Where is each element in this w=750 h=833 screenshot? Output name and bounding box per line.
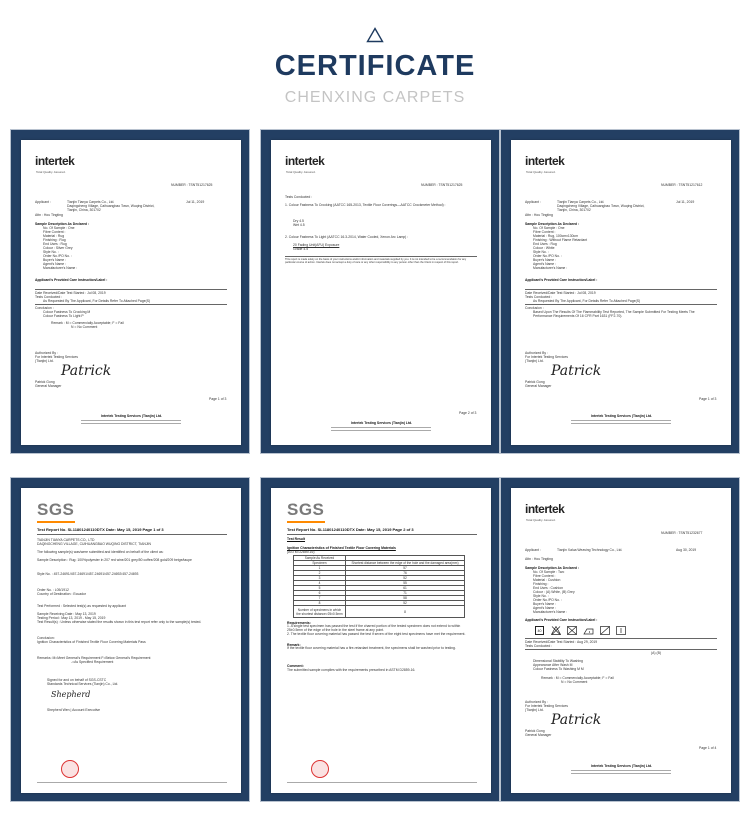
certificate-document: intertek Total Quality. Assured. NUMBER : TSNT51217625 Applicant : Tianjin Tianya Carpets Co., Ltd. Jul 11, 2019 Daqingcheng Village, Caihuangbao Town, Wuqing District, Tianjin, China, 301702 Attn : Hou Tingting Sample Description As Declared : No. Of Sample : One Fibre Content : Material : Rug Finishing : Rug End Uses : Rug Colour : Silver Grey Style No. : Order No./PO No. : Buyer's Name : Agent's Name : Manufacturer's Name : Applicant's Provided Care Instruction/Label : Date Received/Date Test Started : Jul 08, 2019 Tests Conducted : As Requested By The Applicant, For Details Refer To Attached Page(S) Conclusion : Colour Fastness To Crocking M Colour Fastness To Light P Remark : M = Commercially Acceptable; F = Fail N = No Comment Authorized By : For Intertek Testing Services (Tianjin) Ltd. Patrick Patrick Gong General Manager Page 1 of 3 Intertek Testing Services (Tianjin) Ltd.	[21, 140, 241, 445]
certificate-card-5[interactable]	[260, 477, 500, 802]
certificate-card-2[interactable]	[260, 129, 500, 454]
wash-40-icon: 40	[535, 626, 544, 635]
certificate-document: SGS Test Report No. SL11801240110DTX Date: May 15, 2019 Page 2 of 3 Test Result Ignition Characteristics of Finished Textile Floor Covering Materials (ASTM D2859-16) Sample As Received Specimen Shortest distance between the edge of the hole and the damaged area(mm) 1 57 2 76 3 52 4 55 5 61 6 71 7 58 8 52 Number of specimens in which the shortest distance>25±0.5mm 8 Requirements: 1. A single test specimen has passed the test if the charred portion of the tested specimen does not extend to within 25±0.5mm of the edge of the hole in the steel frame at any point. 2. The textile floor covering material has passed the test if seven of the eight test specimens have met the requirement. Remark: If the textile floor covering material has a fire-retardant treatment, the specimens shall be washed prior to testing. Comment: The submitted sample complies with the requirements prescribed in ASTM D2859-16.	[271, 488, 491, 793]
table-row: 4 55	[294, 581, 465, 586]
no-bleach-icon	[551, 626, 561, 635]
signature: Shepherd	[51, 690, 91, 699]
no-dryclean-icon	[600, 626, 610, 635]
certificate-document: SGS Test Report No. SL11801240110DTX Date: May 15, 2019 Page 1 of 3 TIANJIN TIANYA CARPETS CO., LTD DAQINGCHENG VILLAGE, CUIHUANGBAO WUQING DISTRICT, TIANJIN The following sample(s) was/were submitted and identified on behalf of the client as: Sample Description : Rug: 100%polyester in 207 red wine/201 grey/50 coffee/208 gold/209 beige/taupe Style No. : 457-24691/457-24691/457-24691/457-24692/457-24693 Order No. : L05/1912 Country of Destination : Ecuador Test Performed : Selected test(s) as requested by applicant Sample Receiving Date : May 13, 2019 Testing Period : May 13, 2019 - May 15, 2019 Test Result(s) : Unless otherwise stated the results shown in this test report refer only to the sample(s) tested. Conclusion: Ignition Characteristics of Finished Textile Floor Covering Materials Pass Remarks: M=Meet General's Requirement F=Below General's Requirement -=As Specified Requirement Signed for and on behalf of SGS-CSTC Standards Technical Services (Tianjin) Co., Ltd. Shepherd Shepherd Wen | Account Executive	[21, 488, 241, 793]
certificate-document: intertek Total Quality. Assured. NUMBER : TSNT51217625 Tests Conducted : 1. Colour Fastness To Crocking (AATCC 165-2013, Textile Floor Coverings—AATCC Crockmeter Method) : Dry 4.5 Wet 4.5 2. Colour Fastness To Light (AATCC 16.3-2014, Water Cooled, Xenon Arc Lamp) : 20 Fading Unit(AFU) Exposure Grade 4.5 This report is made solely on the basis of your instructions and/or information and materials supplied by you. It is not intended to be a recommendation for any particular course of action. Intertek does not accept a duty of care or any other responsibility to any person other than the Client in respect of this report. Page 2 of 3 Intertek Testing Services (Tianjin) Ltd.	[271, 140, 491, 445]
table-row: 7 58	[294, 596, 465, 601]
certificate-card-3[interactable]	[500, 129, 740, 454]
triangle-outline-icon	[366, 27, 384, 43]
page-subtitle: CHENXING CARPETS	[284, 89, 466, 106]
certificate-document: intertek Total Quality. Assured. NUMBER : TSNT51217612 Applicant : Tianjin Tianya Carpets Co., Ltd. Jul 11, 2019 Daqingcheng Village, Caihuangbao Town, Wuqing District, Tianjin, China, 301702 Attn : Hou Tingting Sample Description As Declared : No. Of Sample : One Fibre Content : Material : Rug, 100cmx130cm Finishing : Without Flame Retardant End Uses : Rug Colour : White Style No. : Order No./PO No. : Buyer's Name : Agent's Name : Manufacturer's Name : Applicant's Provided Care Instruction/Label : Date Received/Date Test Started : Jul 08, 2019 Tests Conducted : As Requested By The Applicant, For Details Refer To Attached Page(S) Conclusion : Based Upon The Results Of The Flammability Test Reported, The Sample Submitted For Testing Meets The Performance Requirements Of 16 CFR Part 1631 (FF2-70). Authorized By : For Intertek Testing Services (Tianjin) Ltd. Patrick Patrick Gong General Manager Page 1 of 3 Intertek Testing Services (Tianjin) Ltd.	[511, 140, 731, 445]
header	[0, 0, 750, 120]
certificate-card-4[interactable]	[10, 477, 250, 802]
results-table: Sample As Received Specimen Shortest distance between the edge of the hole and the damaged area(mm) 1 57 2 76 3 52 4 55 5 61 6 71 7 58 8 52 Number of specimens in which the shortest distance>25±0.5mm 8	[293, 555, 465, 618]
signature: Patrick	[551, 363, 602, 379]
sgs-seal-stamp	[61, 760, 79, 778]
table-row: 5 61	[294, 586, 465, 591]
table-row: 1 57	[294, 566, 465, 571]
page-title: CERTIFICATE	[274, 50, 476, 82]
sgs-logo: SGS	[287, 500, 325, 519]
intertek-logo: intertek	[285, 154, 325, 168]
intertek-logo: intertek	[35, 154, 75, 168]
sgs-logo: SGS	[37, 500, 75, 519]
iron-icon	[583, 626, 594, 635]
intertek-logo: intertek	[525, 154, 565, 168]
certificate-card-6[interactable]	[500, 477, 740, 802]
line-dry-icon	[616, 626, 626, 635]
signature: Patrick	[61, 363, 112, 379]
certificate-document: intertek Total Quality. Assured. NUMBER : TSNT51232677 Applicant : Tianjin Xalua Weaving Technology Co., Ltd. Aug 30, 2019 Attn : Hou Tingting Sample Description As Declared : No. Of Sample : Two Fibre Content : Material : Cushion Finishing : End Uses : Cushion Colour : (A) White, (B) Grey Style No. : Order No./PO No. : Buyer's Name : Agent's Name : Manufacturer's Name : Applicant's Provided Care Instruction/Label : 40 Date Received/Date Test Started : Aug 29, 2019 Tests Conducted : (A) (B) Dimensional Stability To Washing Appearance After Wash M Colour Fastness To Washing M M Remark : M = Commercially Acceptable; F = Fail N = No Comment Authorized By : For Intertek Testing Services (Tianjin) Ltd. Patrick Patrick Gong General Manager Page 1 of 4 Intertek Testing Services (Tianjin) Ltd.	[511, 488, 731, 793]
table-row: 2 76	[294, 571, 465, 576]
intertek-logo: intertek	[525, 502, 565, 516]
tumble-dry-icon	[567, 626, 577, 635]
table-row: 6 71	[294, 591, 465, 596]
sgs-seal-stamp	[311, 760, 329, 778]
signature: Patrick	[551, 712, 602, 728]
table-row: 3 52	[294, 576, 465, 581]
certificate-card-1[interactable]	[10, 129, 250, 454]
table-row: 8 52	[294, 601, 465, 606]
